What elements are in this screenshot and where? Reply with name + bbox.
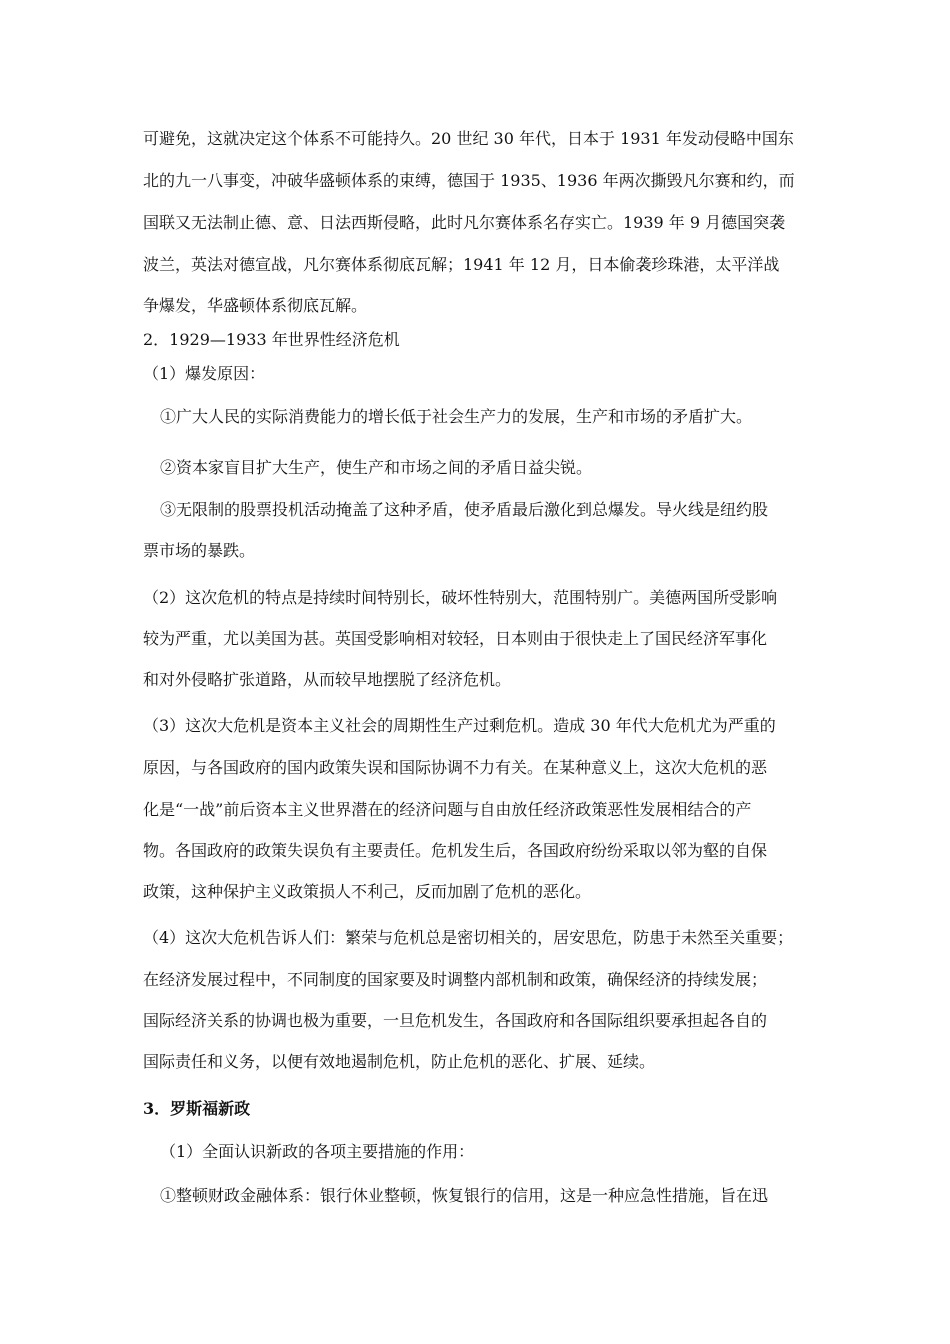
text-line: 国际经济关系的协调也极为重要，一旦危机发生，各国政府和各国际组织要承担起各自的: [143, 1011, 768, 1030]
section-heading: 3．罗斯福新政: [143, 1099, 251, 1118]
text-line: 政策，这种保护主义政策损人不利己，反而加剧了危机的恶化。: [143, 882, 592, 901]
text-line: 物。各国政府的政策失误负有主要责任。危机发生后，各国政府纷纷采取以邻为壑的自保: [143, 841, 768, 860]
text-line: 北的九一八事变，冲破华盛顿体系的束缚，德国于 1935、1936 年两次撕毁凡尔赛和约，而: [143, 171, 795, 190]
section-heading: 2．1929—1933 年世界性经济危机: [143, 330, 400, 349]
text-line: 在经济发展过程中，不同制度的国家要及时调整内部机制和政策，确保经济的持续发展；: [143, 970, 768, 989]
list-item: ③无限制的股票投机活动掩盖了这种矛盾，使矛盾最后激化到总爆发。导火线是纽约股: [160, 500, 769, 519]
text-line: 化是“一战”前后资本主义世界潜在的经济问题与自由放任经济政策恶性发展相结合的产: [143, 800, 752, 819]
text-line: （3）这次大危机是资本主义社会的周期性生产过剩危机。造成 30 年代大危机尤为严重的: [143, 716, 776, 735]
text-line: 国联又无法制止德、意、日法西斯侵略，此时凡尔赛体系名存实亡。1939 年 9 月德国突袭: [143, 213, 786, 232]
text-line: 争爆发，华盛顿体系彻底瓦解。: [143, 296, 368, 315]
text-line: 可避免，这就决定这个体系不可能持久。20 世纪 30 年代，日本于 1931 年发动侵略中国东: [143, 129, 794, 148]
list-item: ①广大人民的实际消费能力的增长低于社会生产力的发展，生产和市场的矛盾扩大。: [160, 407, 753, 426]
subsection-heading: （1）爆发原因：: [143, 364, 266, 383]
text-line: （2）这次危机的特点是持续时间特别长，破坏性特别大，范围特别广。美德两国所受影响: [143, 588, 778, 607]
text-line: 原因，与各国政府的国内政策失误和国际协调不力有关。在某种意义上，这次大危机的恶: [143, 758, 768, 777]
list-item: ②资本家盲目扩大生产，使生产和市场之间的矛盾日益尖锐。: [160, 458, 593, 477]
subsection-heading: （1）全面认识新政的各项主要措施的作用：: [160, 1142, 475, 1161]
text-line: 和对外侵略扩张道路，从而较早地摆脱了经济危机。: [143, 670, 512, 689]
text-line: 较为严重，尤以美国为甚。英国受影响相对较轻，日本则由于很快走上了国民经济军事化: [143, 629, 768, 648]
text-line: 票市场的暴跌。: [143, 541, 256, 560]
text-line: 国际责任和义务，以便有效地遏制危机，防止危机的恶化、扩展、延续。: [143, 1052, 656, 1071]
text-line: （4）这次大危机告诉人们：繁荣与危机总是密切相关的，居安思危，防患于未然至关重要；: [143, 928, 794, 947]
text-line: 波兰，英法对德宣战，凡尔赛体系彻底瓦解；1941 年 12 月，日本偷袭珍珠港，太平洋战: [143, 255, 780, 274]
list-item: ①整顿财政金融体系：银行休业整顿，恢复银行的信用，这是一种应急性措施，旨在迅: [160, 1186, 769, 1205]
